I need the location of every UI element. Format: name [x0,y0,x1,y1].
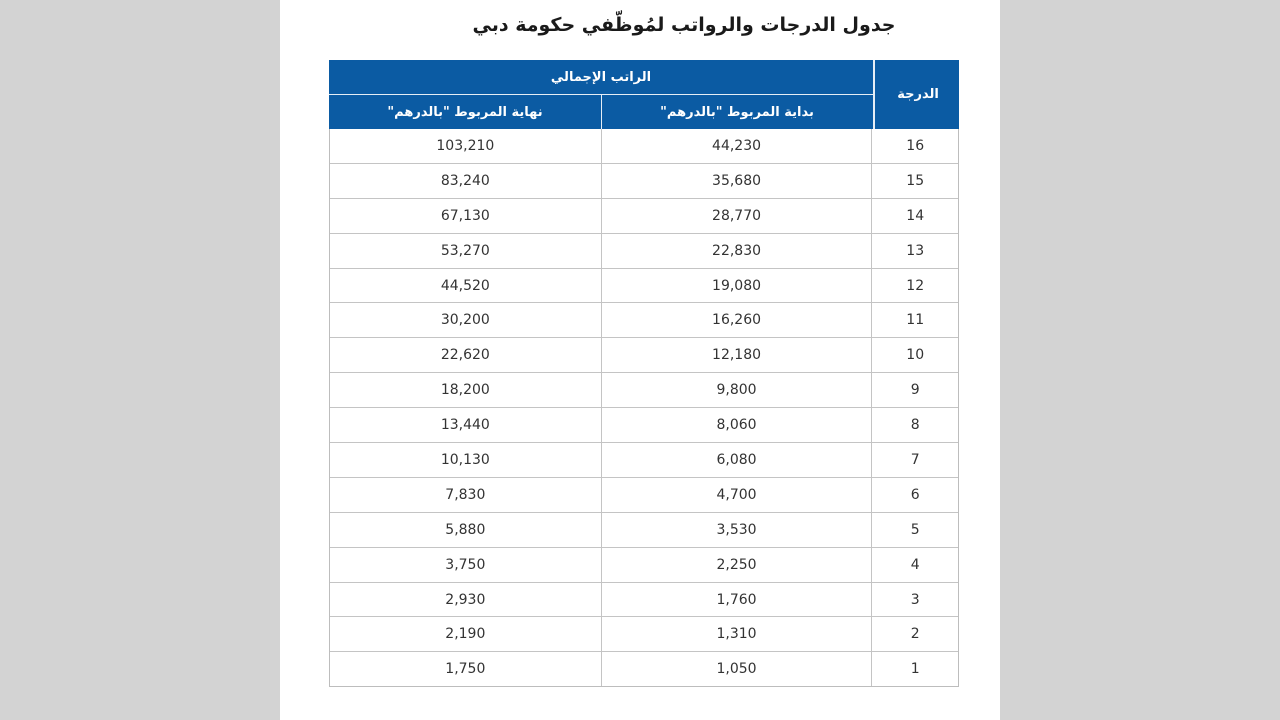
end-salary-cell: 1,750 [330,652,602,686]
end-salary-cell: 7,830 [330,478,602,512]
table-row [330,407,958,442]
end-salary-cell: 53,270 [330,234,602,268]
grade-cell: 8 [910,417,920,434]
table-title: جدول الدرجات والرواتب لمُوظّفي حكومة دبي [472,14,896,36]
grade-cell: 12 [906,277,925,294]
grade-cell: 16 [906,137,925,154]
table-row [330,616,958,651]
table-body [329,129,959,687]
header-start-salary: بداية المربوط "بالدرهم" [660,104,814,120]
header-grade: الدرجة [873,60,961,129]
grade-cell: 7 [910,451,920,468]
grade-cell: 9 [910,382,920,399]
end-salary-cell: 30,200 [330,303,602,337]
grade-cell: 15 [906,172,925,189]
end-salary-cell: 2,190 [330,617,602,651]
end-salary-cell: 18,200 [330,373,602,407]
start-salary-cell: 1,760 [602,583,873,617]
start-salary-cell: 35,680 [602,164,873,198]
grade-cell: 14 [906,207,925,224]
table-row [330,651,958,686]
start-salary-cell: 22,830 [602,234,873,268]
table-row [330,477,958,512]
end-salary-cell: 67,130 [330,199,602,233]
document-page [280,0,1000,720]
start-salary-cell: 3,530 [602,513,873,547]
table-row [330,198,958,233]
end-salary-cell: 2,930 [330,583,602,617]
start-salary-cell: 28,770 [602,199,873,233]
start-salary-cell: 44,230 [602,129,873,163]
table-row [330,582,958,617]
end-salary-cell: 10,130 [330,443,602,477]
end-salary-cell: 44,520 [330,269,602,303]
table-row [330,547,958,582]
end-salary-cell: 103,210 [330,129,602,163]
grade-cell: 6 [910,486,920,503]
grade-cell: 13 [906,242,925,259]
end-salary-cell: 3,750 [330,548,602,582]
end-salary-cell: 83,240 [330,164,602,198]
grade-cell: 2 [910,626,920,643]
table-row [330,372,958,407]
table-header [329,60,959,129]
start-salary-cell: 6,080 [602,443,873,477]
table-row [330,302,958,337]
start-salary-cell: 19,080 [602,269,873,303]
table-row [330,129,958,163]
grade-cell: 5 [910,521,920,538]
grade-cell: 3 [910,591,920,608]
start-salary-cell: 8,060 [602,408,873,442]
start-salary-cell: 16,260 [602,303,873,337]
table-row [330,512,958,547]
start-salary-cell: 9,800 [602,373,873,407]
header-end-salary: نهاية المربوط "بالدرهم" [329,95,602,129]
table-row [330,163,958,198]
end-salary-cell: 13,440 [330,408,602,442]
salary-table [329,60,959,687]
header-total-salary: الراتب الإجمالي [329,60,873,95]
start-salary-cell: 1,050 [602,652,873,686]
table-row [330,268,958,303]
grade-cell: 4 [910,556,920,573]
start-salary-cell: 12,180 [602,338,873,372]
start-salary-cell: 2,250 [602,548,873,582]
grade-cell: 10 [906,347,925,364]
table-row [330,337,958,372]
start-salary-cell: 4,700 [602,478,873,512]
end-salary-cell: 5,880 [330,513,602,547]
end-salary-cell: 22,620 [330,338,602,372]
start-salary-cell: 1,310 [602,617,873,651]
table-row [330,233,958,268]
grade-cell: 1 [910,661,920,678]
grade-cell: 11 [906,312,925,329]
table-row [330,442,958,477]
